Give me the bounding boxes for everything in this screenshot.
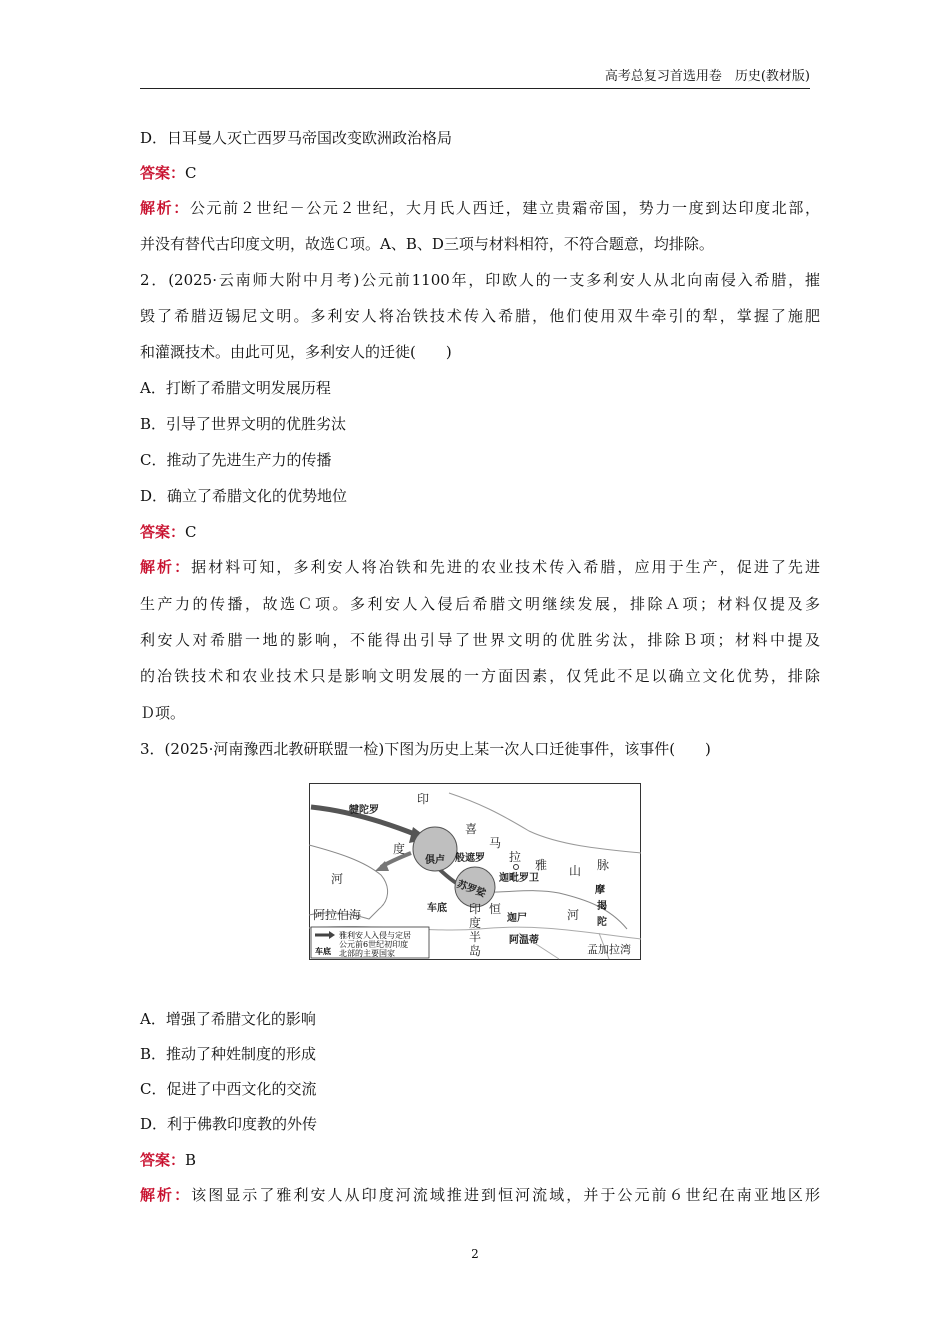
map-legend	[311, 927, 429, 958]
legend-states-2: 北部的主要国家	[339, 949, 395, 958]
q3-stem: 3．(2025·河南豫西北教研联盟一检)下图为历史上某一次人口迁徙事件，该事件( )	[140, 740, 711, 758]
q2-option-a: A．打断了希腊文明发展历程	[140, 379, 331, 397]
answer-value: C	[185, 164, 197, 182]
q3-option-d: D．利于佛教印度教的外传	[140, 1115, 318, 1133]
label-kosala: 苏罗娑	[455, 879, 488, 900]
q2-analysis-line: 生产力的传播，故选Ｃ项。多利安人入侵后希腊文明继续发展，排除Ａ项；材料仅提及多	[140, 595, 820, 613]
analysis-text: 公元前２世纪－公元２世纪，大月氏人西迁，建立贵霜帝国，势力一度到达印度北部，	[189, 199, 820, 217]
analysis-label: 解析：	[140, 1186, 192, 1204]
label-kuru: 俱卢	[425, 855, 445, 866]
q2-option-c: C．推动了先进生产力的传播	[140, 451, 332, 469]
analysis-text: 该图显示了雅利安人从印度河流域推进到恒河流域，并于公元前６世纪在南亚地区形	[191, 1186, 820, 1204]
q2-option-d: D．确立了希腊文化的优势地位	[140, 487, 348, 505]
q1-analysis-line: 并没有替代古印度文明，故选Ｃ项。A、B、D三项与材料相符，不符合题意，均排除。	[140, 235, 714, 253]
q1-analysis-line	[140, 198, 820, 218]
answer-label: 答案：	[140, 1151, 186, 1169]
q2-analysis-line: 利安人对希腊一地的影响，不能得出引导了世界文明的优胜劣汰，排除Ｂ项；材料中提及	[140, 631, 820, 649]
label-xi: 喜	[465, 822, 478, 836]
label-chedi: 车底	[427, 903, 447, 914]
label-kapilavastu: 迦毗罗卫	[499, 873, 539, 884]
answer-value: B	[185, 1151, 197, 1169]
label-mo: 摩	[595, 885, 605, 896]
page-number: 2	[471, 1247, 479, 1261]
label-arabian-sea: 阿拉伯海	[313, 908, 362, 922]
label-peninsula-2: 度	[469, 916, 482, 930]
q2-option-b: B．引导了世界文明的优胜劣汰	[140, 415, 347, 433]
label-mai: 脉	[597, 858, 610, 872]
q3-option-b: B．推动了种姓制度的形成	[140, 1045, 317, 1063]
q3-option-c: C．促进了中西文化的交流	[140, 1080, 317, 1098]
label-gandhara: 犍陀罗	[349, 805, 379, 816]
analysis-text: 据材料可知，多利安人将冶铁和先进的农业技术传入希腊，应用于生产，促进了先进	[191, 558, 820, 576]
legend-sample: 车底	[315, 946, 331, 956]
label-he-right: 河	[567, 908, 580, 922]
label-avanti: 阿温蒂	[509, 935, 539, 946]
label-heng: 恒	[489, 902, 502, 916]
analysis-label: 解析：	[140, 558, 192, 576]
answer-value: C	[185, 523, 197, 541]
q2-analysis-line: 的冶铁技术和农业技术只是影响文明发展的一方面因素，仅凭此不足以确立文化优势，排除	[140, 667, 820, 685]
legend-migration: 雅利安人入侵与定居	[339, 931, 411, 940]
q2-stem-line: 2．(2025·云南师大附中月考)公元前1100年，印欧人的一支多利安人从北向南侵入希腊，摧	[140, 271, 820, 289]
label-peninsula-4: 岛	[469, 944, 482, 958]
legend-states-1: 公元前6世纪初印度	[339, 940, 409, 949]
q2-analysis-line	[140, 557, 820, 577]
label-la: 拉	[509, 850, 522, 864]
label-du: 度	[393, 842, 406, 856]
label-ma: 马	[489, 836, 502, 850]
page-header: 高考总复习首选用卷 历史(教材版)	[140, 66, 810, 89]
analysis-label: 解析：	[140, 199, 190, 217]
answer-label: 答案：	[140, 164, 186, 182]
label-bay-of-bengal: 孟加拉湾	[587, 943, 631, 956]
q3-analysis-line	[140, 1185, 820, 1205]
label-jie: 揭	[597, 901, 607, 912]
q3-option-a: A．增强了希腊文化的影响	[140, 1010, 316, 1028]
q2-stem-line: 和灌溉技术。由此可见，多利安人的迁徙( )	[140, 343, 452, 361]
label-he-left: 河	[331, 872, 344, 886]
label-peninsula-3: 半	[469, 930, 482, 944]
q2-answer	[140, 522, 820, 542]
q2-stem-line: 毁了希腊迈锡尼文明。多利安人将冶铁技术传入希腊，他们使用双牛牵引的犁，掌握了施肥	[140, 307, 820, 325]
answer-label: 答案：	[140, 523, 186, 541]
label-ya: 雅	[535, 858, 548, 872]
label-panchala: 般遮罗	[455, 853, 485, 864]
label-tuo: 陀	[597, 917, 607, 928]
label-yin: 印	[417, 792, 430, 806]
label-peninsula-1: 印	[469, 902, 482, 916]
label-shan: 山	[569, 864, 582, 878]
aryan-migration-map	[309, 783, 641, 960]
q2-analysis-line: Ｄ项。	[140, 704, 186, 722]
q1-answer	[140, 163, 820, 183]
q3-answer	[140, 1150, 820, 1170]
label-kashi: 迦尸	[507, 913, 527, 924]
q1-option-d: D．日耳曼人灭亡西罗马帝国改变欧洲政治格局	[140, 129, 453, 147]
